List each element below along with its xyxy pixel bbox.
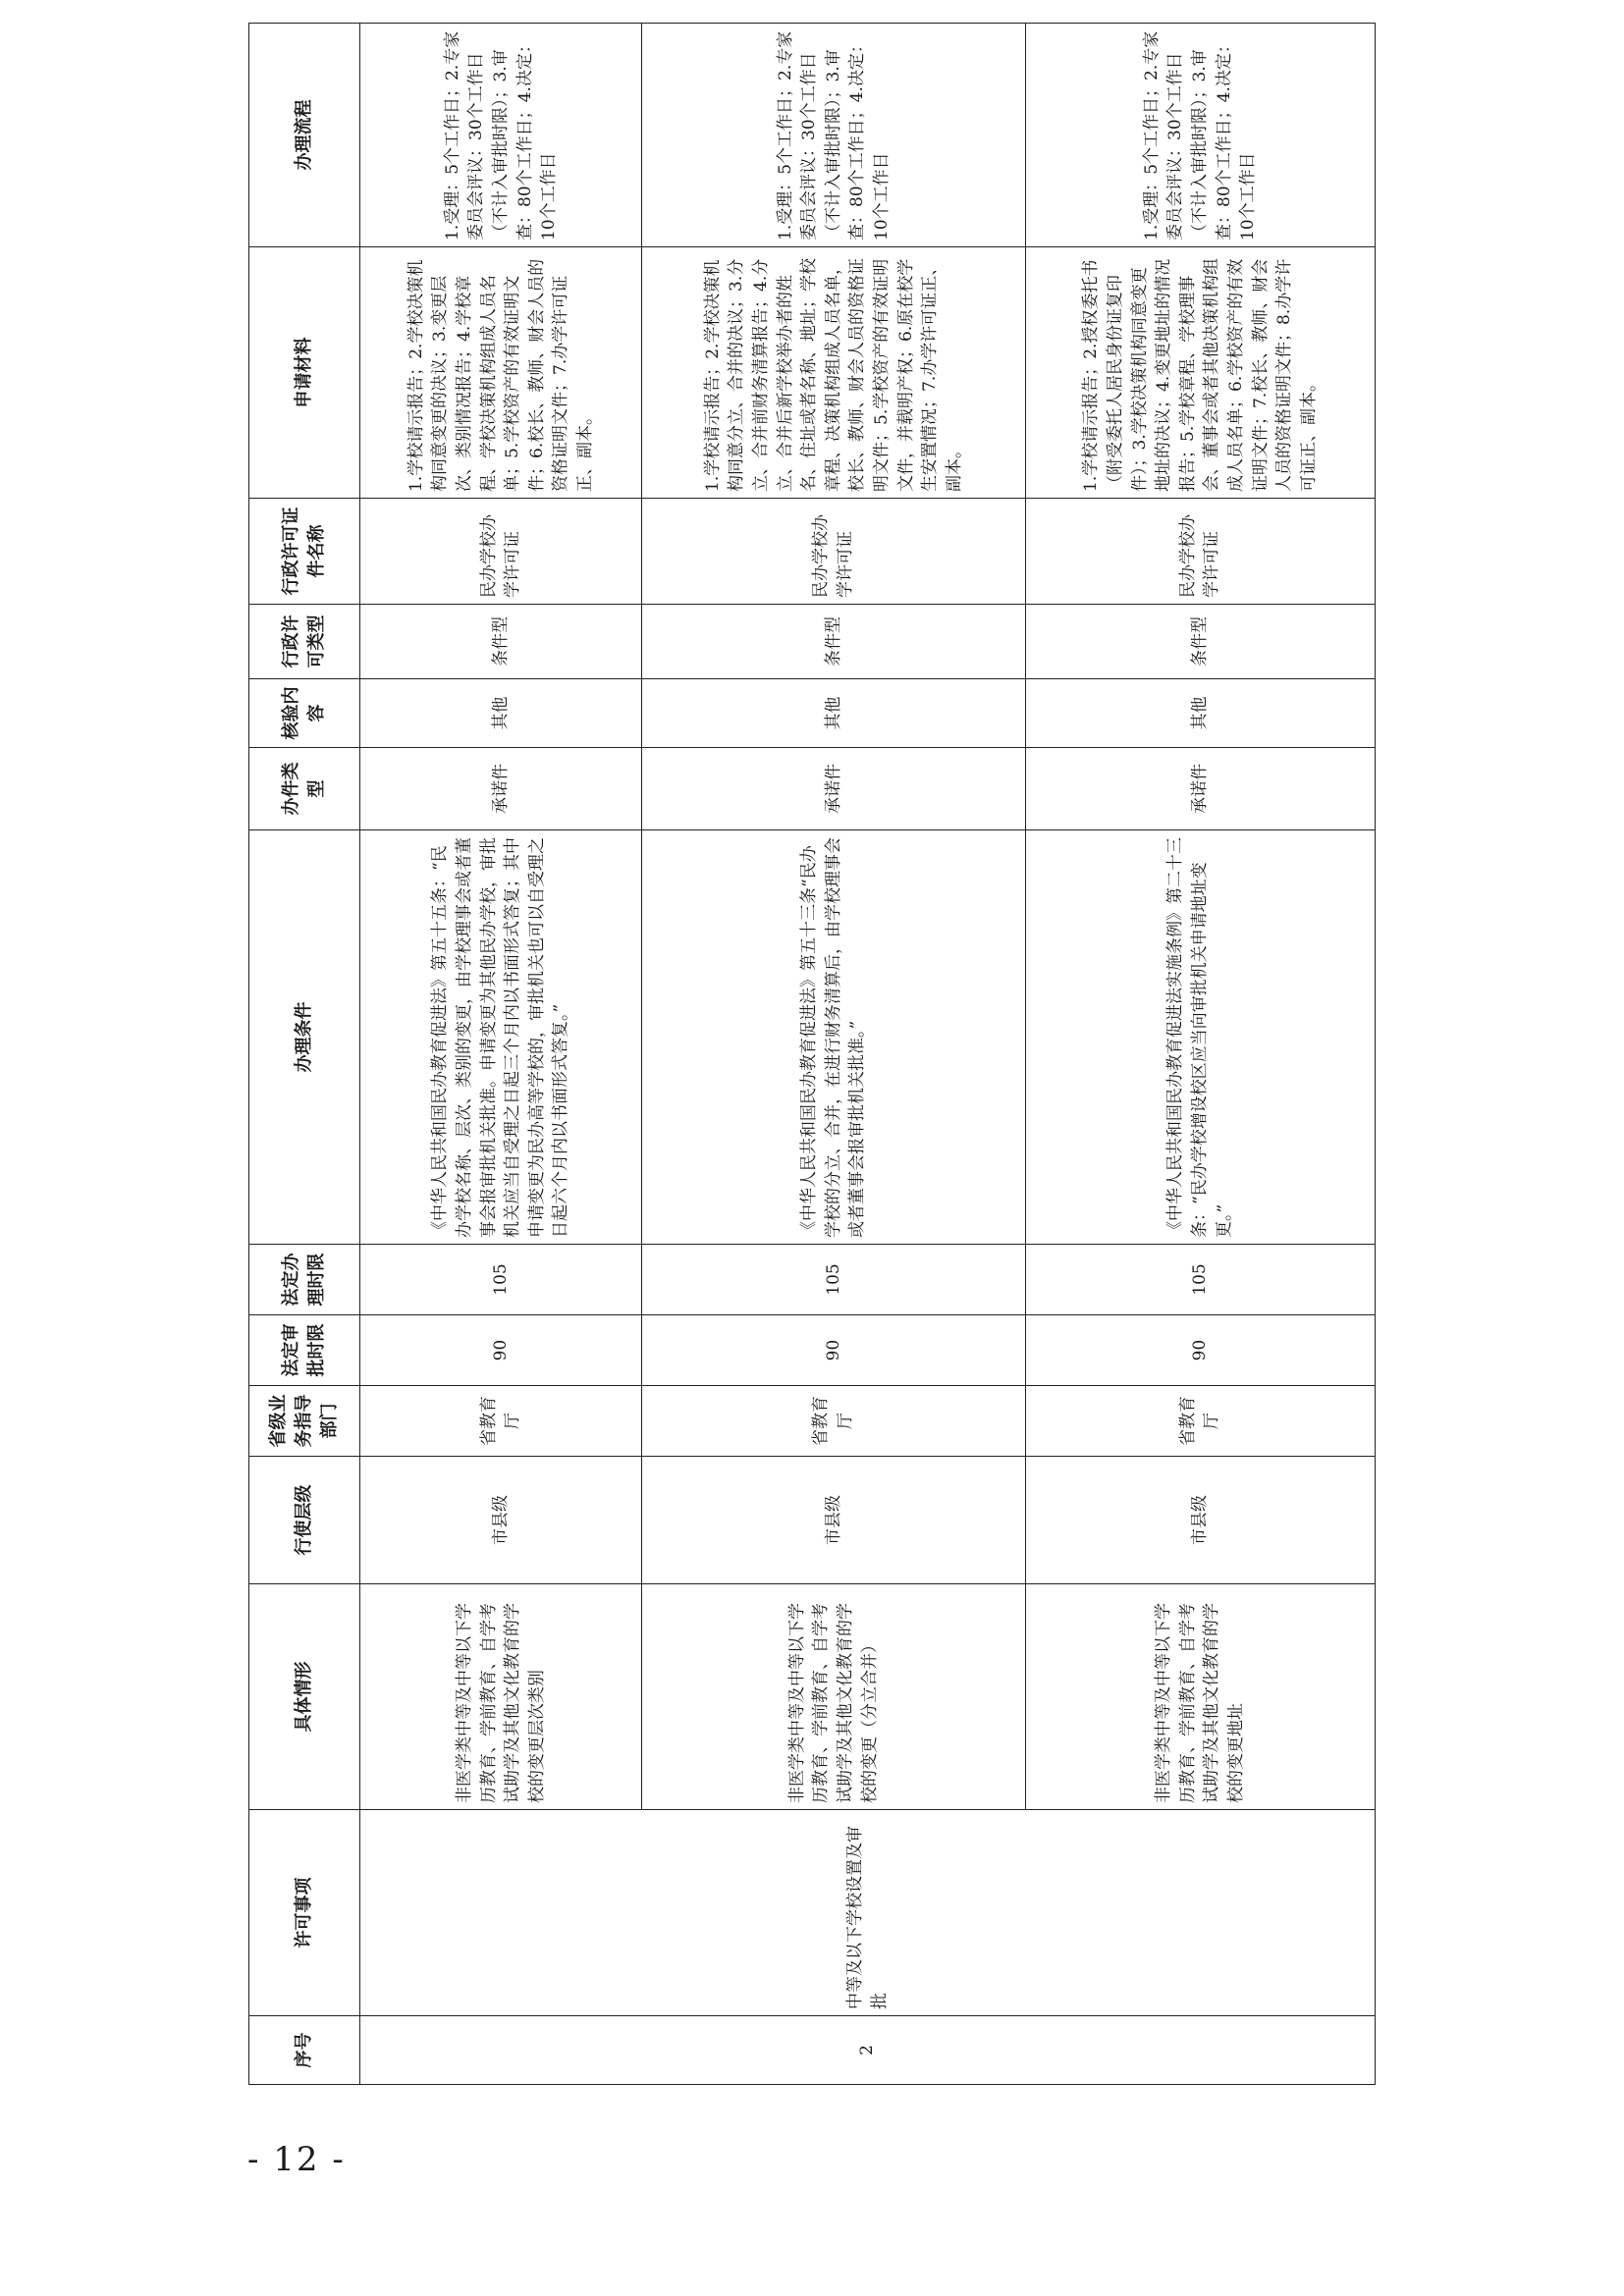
header-permit-type: 行政许可类型 (249, 605, 360, 679)
cell-cert-name: 民办学校办学许可证 (1025, 499, 1375, 605)
cell-permit-type: 条件型 (642, 605, 1025, 679)
cell-level: 市县级 (1025, 1457, 1375, 1584)
header-handle-limit: 法定办理时限 (249, 1245, 360, 1315)
cell-process: 1.受理：5个工作日；2.专家委员会评议：30个工作日（不计入审批时限）；3.审查：80个工作日；4.决定：10个工作日 (1025, 24, 1375, 247)
header-level: 行使层级 (249, 1457, 360, 1584)
cell-handle-limit: 105 (642, 1245, 1025, 1315)
cell-verify: 其他 (642, 679, 1025, 748)
header-seq: 序号 (249, 2016, 360, 2085)
header-item: 许可事项 (249, 1810, 360, 2016)
cell-handle-limit: 105 (1025, 1245, 1375, 1315)
cell-dept: 省教育厅 (642, 1386, 1025, 1457)
table-row (1025, 24, 1375, 2085)
header-handle-type: 办件类型 (249, 748, 360, 830)
cell-conditions: 《中华人民共和国民办教育促进法实施条例》第二十三条：“民办学校增设校区应当向审批机关申请地址变更。” (1025, 830, 1375, 1245)
cell-materials: 1.学校请示报告；2.学校决策机构同意变更的决议；3.变更层次、类别情况报告；4.学校章程、学校决策机构组成人员名单；5.学校资产的有效证明文件；6.校长、教师、财会人员的资格证明文件；7.办学许可证正、副本。 (360, 247, 642, 499)
cell-dept: 省教育厅 (1025, 1386, 1375, 1457)
cell-permit-type: 条件型 (360, 605, 642, 679)
header-cert-name: 行政许可证件名称 (249, 499, 360, 605)
cell-handle-limit: 105 (360, 1245, 642, 1315)
cell-process: 1.受理：5个工作日；2.专家委员会评议：30个工作日（不计入审批时限）；3.审查：80个工作日；4.决定：10个工作日 (642, 24, 1025, 247)
header-dept: 省级业务指导部门 (249, 1386, 360, 1457)
header-materials: 申请材料 (249, 247, 360, 499)
header-row (249, 24, 360, 2085)
header-situation: 具体情形 (249, 1584, 360, 1810)
cell-conditions: 《中华人民共和国民办教育促进法》第五十三条“民办学校的分立、合并，在进行财务清算后，由学校理事会或者董事会报审批机关批准。” (642, 830, 1025, 1245)
cell-handle-type: 承诺件 (360, 748, 642, 830)
cell-materials: 1.学校请示报告；2.学校决策机构同意分立、合并的决议；3.分立、合并前财务清算报告；4.分立、合并后新学校举办者的姓名、住址或者名称、地址；学校章程、决策机构组成人员名单，校长、教师、财会人员的资格证明文件；5.学校资产的有效证明文件，并载明产权；6.原在校学生安置情况；7.办学许可证正、副本。 (642, 247, 1025, 499)
cell-cert-name: 民办学校办学许可证 (360, 499, 642, 605)
header-approve-limit: 法定审批时限 (249, 1315, 360, 1386)
cell-level: 市县级 (360, 1457, 642, 1584)
cell-seq: 2 (360, 2016, 1376, 2085)
cell-permit-type: 条件型 (1025, 605, 1375, 679)
table-row (360, 24, 642, 2085)
page-number: - 12 - (247, 2140, 346, 2179)
cell-materials: 1.学校请示报告；2.授权委托书（附受委托人居民身份证复印件）；3.学校决策机构同意变更地址的决议；4.变更地址的情况报告；5.学校章程、学校理事会、董事会或者其他决策机构组成人员名单；6.学校资产的有效证明文件；7.校长、教师、财会人员的资格证明文件；8.办学许可证正、副本。 (1025, 247, 1375, 499)
cell-cert-name: 民办学校办学许可证 (642, 499, 1025, 605)
cell-approve-limit: 90 (642, 1315, 1025, 1386)
cell-situation: 非医学类中等及中等以下学历教育、学前教育、自学考试助学及其他文化教育的学校的变更地址 (1025, 1584, 1375, 1810)
cell-verify: 其他 (360, 679, 642, 748)
cell-situation: 非医学类中等及中等以下学历教育、学前教育、自学考试助学及其他文化教育的学校的变更（分立合并） (642, 1584, 1025, 1810)
cell-situation: 非医学类中等及中等以下学历教育、学前教育、自学考试助学及其他文化教育的学校的变更层次类别 (360, 1584, 642, 1810)
cell-item: 中等及以下学校设置及审批 (360, 1810, 1376, 2016)
cell-verify: 其他 (1025, 679, 1375, 748)
cell-approve-limit: 90 (360, 1315, 642, 1386)
header-process: 办理流程 (249, 24, 360, 247)
header-conditions: 办理条件 (249, 830, 360, 1245)
cell-conditions: 《中华人民共和国民办教育促进法》第五十五条：“民办学校名称、层次、类别的变更，由学校理事会或者董事会报审批机关批准。申请变更为其他民办学校，审批机关应当自受理之日起三个月内以书面形式答复；其中申请变更为民办高等学校的，审批机关也可以自受理之日起六个月内以书面形式答复。” (360, 830, 642, 1245)
cell-approve-limit: 90 (1025, 1315, 1375, 1386)
cell-dept: 省教育厅 (360, 1386, 642, 1457)
license-table (248, 23, 1376, 2085)
rotated-table-wrapper (248, 30, 1376, 2085)
table-row (642, 24, 1025, 2085)
cell-level: 市县级 (642, 1457, 1025, 1584)
cell-process: 1.受理：5个工作日；2.专家委员会评议：30个工作日（不计入审批时限）；3.审查：80个工作日；4.决定：10个工作日 (360, 24, 642, 247)
header-verify: 核验内容 (249, 679, 360, 748)
cell-handle-type: 承诺件 (642, 748, 1025, 830)
cell-handle-type: 承诺件 (1025, 748, 1375, 830)
